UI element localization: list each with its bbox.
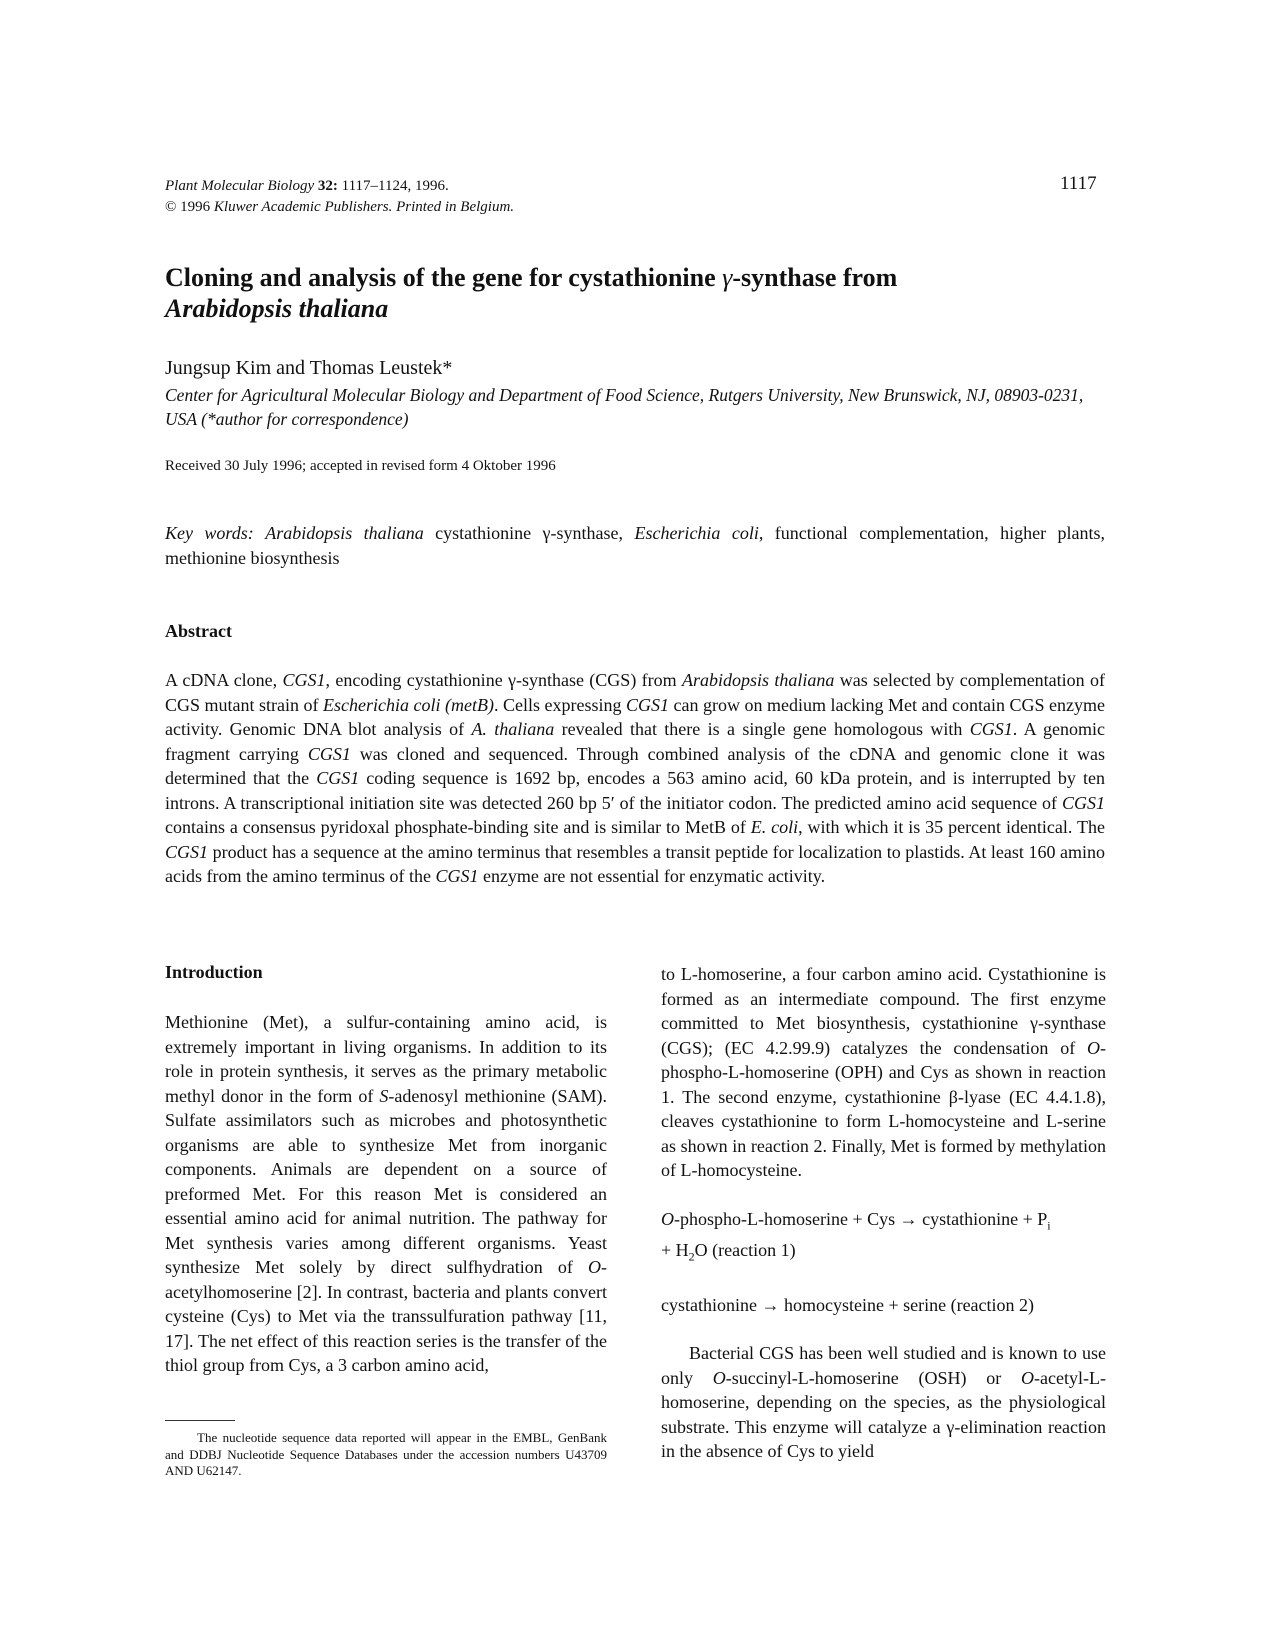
publisher: Kluwer Academic Publishers. (213, 199, 393, 215)
title-line-2 (165, 293, 1125, 324)
title-line-1 (165, 262, 1125, 293)
journal-pages: 1117–1124, 1996. (341, 178, 449, 194)
reaction-span: -phospho-L-homoserine + Cys → cystathionine + P (674, 1208, 1048, 1229)
intro-italic: S (379, 1085, 389, 1106)
abstract-span: A cDNA clone, (165, 670, 283, 690)
keyword: cystathionine γ-synthase, (423, 523, 635, 543)
title-gamma: γ (722, 263, 733, 292)
abstract-heading: Abstract (165, 621, 232, 641)
abstract-span: , with which it is 35 percent identical. The (798, 817, 1105, 837)
reaction-1 (661, 1207, 1106, 1269)
intro-span: -acetylhomoserine [2]. In contrast, bacteria and plants convert cysteine (Cys) to Met via the transsulfuration pathway [11, 17]. The net effect of this reaction series is the transfer of the thiol group from Cys, a 3 carbon amino acid, (165, 1257, 607, 1375)
citation-line-1 (165, 176, 514, 197)
authors: Jungsup Kim and Thomas Leustek* (165, 357, 453, 379)
reaction-italic: O (661, 1208, 674, 1229)
abstract-span: . A genomic fragment carrying (165, 719, 1105, 764)
right-column (661, 962, 1106, 1464)
abstract-italic: CGS1 (316, 768, 360, 788)
abstract-span: contains a consensus pyridoxal phosphate-binding site and is similar to MetB of (165, 817, 751, 837)
keyword: , functional complementation, higher plants, methionine biosynthesis (165, 523, 1106, 568)
page-number: 1117 (1060, 173, 1097, 194)
introduction-text (165, 1010, 607, 1378)
introduction-heading: Introduction (165, 962, 263, 982)
keywords-label: Key words: (165, 523, 254, 543)
right-italic: O (1021, 1367, 1035, 1388)
footnote: The nucleotide sequence data reported will appear in the EMBL, GenBank and DDBJ Nucleotide Sequence Databases under the accession numbers U43709 AND U62147. (165, 1430, 607, 1478)
right-paragraph-2 (661, 1341, 1106, 1464)
abstract-span: , encoding cystathionine γ-synthase (CGS) from (325, 670, 682, 690)
abstract-italic: CGS1 (1061, 792, 1105, 813)
abstract-span: revealed that there is a single gene homologous with (554, 719, 970, 739)
affiliation: Center for Agricultural Molecular Biology and Department of Food Science, Rutgers University, New Brunswick, NJ, 08903-0231, USA (*author for correspondence) (165, 385, 1084, 429)
abstract-italic: Escherichia coli (metB) (323, 694, 494, 715)
intro-span: Methionine (Met), a sulfur-containing amino acid, is extremely important in living organisms. In addition to its role in protein synthesis, it serves as the primary metabolic methyl donor in the form of (165, 1012, 607, 1106)
journal-name: Plant Molecular Biology (165, 178, 315, 194)
title-text: Cloning and analysis of the gene for cystathionine (165, 263, 723, 292)
abstract-italic: CGS1 (435, 866, 479, 886)
abstract-span: can grow on medium lacking Met and contain CGS enzyme activity. Genomic DNA blot analysis of (165, 694, 1105, 739)
abstract-italic: Arabidopsis thaliana (682, 670, 835, 690)
copyright-symbol: © (165, 199, 177, 215)
title-species: Arabidopsis thaliana (165, 294, 389, 323)
copyright-year: 1996 (180, 199, 211, 215)
reaction-sub: i (1047, 1218, 1051, 1233)
abstract-italic: CGS1 (165, 841, 209, 862)
journal-volume: 32: (317, 178, 338, 194)
abstract-italic: CGS1 (626, 694, 670, 715)
intro-italic: O (588, 1257, 601, 1277)
footnote-divider (165, 1420, 235, 1421)
abstract-span: product has a sequence at the amino terminus that resembles a transit peptide for localization to plastids. At least 160 amino acids from the amino terminus of the (165, 841, 1105, 886)
journal-citation (165, 176, 514, 218)
right-span: -acetyl-L-homoserine, depending on the species, as the physiological substrate. This enzyme will catalyze a γ-elimination reaction in the absence of Cys to yield (661, 1367, 1106, 1462)
reaction-2: cystathionine → homocysteine + serine (reaction 2) (661, 1294, 1035, 1315)
abstract-italic: A. thaliana (471, 719, 555, 739)
citation-line-2 (165, 197, 514, 218)
title-text-2: -synthase from (732, 263, 898, 292)
abstract-italic: CGS1 (282, 670, 326, 690)
abstract-span: coding sequence is 1692 bp, encodes a 563 amino acid, 60 kDa protein, and is interrupted by ten introns. A transcriptional initiation site was detected 260 bp 5′ of the initiator codon. The predicted amino acid sequence of (165, 768, 1105, 813)
reaction-span: + H (661, 1239, 689, 1260)
abstract-italic: CGS1 (969, 719, 1013, 739)
received-date: Received 30 July 1996; accepted in revised form 4 Oktober 1996 (165, 458, 556, 474)
right-italic: O (712, 1367, 726, 1388)
right-italic: O (1087, 1037, 1100, 1058)
abstract-italic: E. coli (750, 817, 799, 837)
abstract-span: was selected by complementation of CGS mutant strain of (165, 670, 1106, 715)
keywords (165, 521, 1105, 571)
right-span: -phospho-L-homoserine (OPH) and Cys as shown in reaction 1. The second enzyme, cystathionine β-lyase (EC 4.4.1.8), cleaves cystathionine to form L-homocysteine and L-serine as shown in reaction 2. Finally, Met is formed by methylation of L-homocysteine. (661, 1037, 1106, 1180)
right-paragraph-1 (661, 962, 1106, 1183)
keyword: Arabidopsis thaliana (265, 523, 424, 543)
keyword: Escherichia coli (634, 523, 759, 543)
abstract-span: enzyme are not essential for enzymatic activity. (478, 866, 826, 886)
reaction-sub: 2 (688, 1249, 695, 1264)
article-title (165, 262, 1125, 324)
printed-in: Printed in Belgium. (396, 199, 515, 215)
right-span: to L-homoserine, a four carbon amino acid. Cystathionine is formed as an intermediate compound. The first enzyme committed to Met biosynthesis, cystathionine γ-synthase (CGS); (EC 4.2.99.9) catalyzes the condensation of (661, 964, 1106, 1058)
reaction-span: O (reaction 1) (694, 1239, 796, 1260)
abstract-span: was cloned and sequenced. Through combined analysis of the cDNA and genomic clone it was determined that the (165, 743, 1105, 788)
abstract-italic: CGS1 (307, 743, 351, 764)
right-span: -succinyl-L-homoserine (OSH) or (725, 1367, 1022, 1388)
intro-span: -adenosyl methionine (SAM). Sulfate assimilators such as microbes and photosynthetic organisms are able to synthesize Met from inorganic components. Animals are dependent on a source of preformed Met. For this reason Met is considered an essential amino acid for animal nutrition. The pathway for Met synthesis varies among different organisms. Yeast synthesize Met solely by direct sulfhydration of (165, 1085, 607, 1277)
abstract-span: . Cells expressing (493, 694, 626, 715)
abstract-text (165, 668, 1105, 889)
right-span: Bacterial CGS has been well studied and is known to use only (661, 1343, 1106, 1388)
